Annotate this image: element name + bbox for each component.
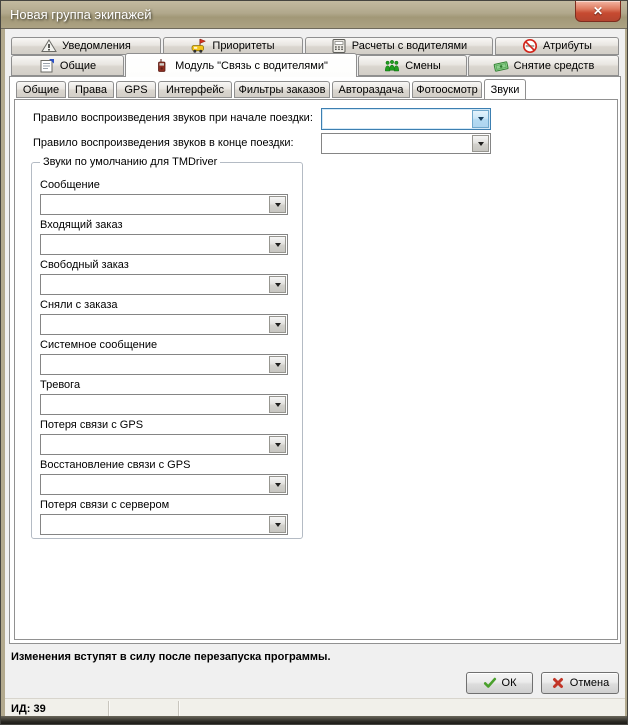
ok-button-label: ОК — [501, 677, 517, 689]
combo-dropdown-button[interactable] — [269, 276, 286, 293]
combo-dropdown-button[interactable] — [269, 356, 286, 373]
tab-driver-link-module[interactable] — [125, 53, 357, 77]
combo-dropdown-button[interactable] — [269, 476, 286, 493]
combo-value — [41, 315, 268, 334]
combo-trip-start-sound-rule[interactable] — [321, 108, 491, 130]
default-sounds-legend: Звуки по умолчанию для TMDriver — [40, 156, 220, 168]
module-tab-page — [9, 76, 621, 644]
window-title: Новая группа экипажей — [10, 7, 152, 22]
status-bar — [5, 698, 625, 718]
tab-label: Уведомления — [62, 40, 131, 52]
combo-value — [322, 134, 471, 153]
trip-start-sound-rule-label: Правило воспроизведения звуков при начале поездки: — [33, 112, 313, 124]
tab-label: GPS — [124, 83, 148, 96]
tab-label: Общие — [59, 59, 97, 72]
tab-label: Звуки — [490, 83, 520, 96]
tab-general[interactable] — [11, 55, 124, 76]
combo-dropdown-button[interactable] — [269, 196, 286, 213]
tab-inner-interface[interactable] — [158, 81, 232, 98]
chevron-down-icon — [275, 443, 281, 447]
combo-sound-gps-loss[interactable] — [40, 434, 288, 455]
tab-inner-general[interactable] — [16, 81, 66, 98]
tab-label: Фильтры заказов — [238, 83, 326, 96]
combo-value — [41, 195, 268, 214]
trip-end-sound-rule-label: Правило воспроизведения звуков в конце поездки: — [33, 137, 294, 149]
tab-label: Модуль "Связь с водителями" — [175, 59, 328, 72]
tab-label: Права — [75, 83, 107, 96]
close-icon: ✕ — [592, 4, 604, 18]
combo-sound-message[interactable] — [40, 194, 288, 215]
status-panel-divider — [178, 701, 179, 716]
combo-value — [41, 475, 268, 494]
sound-removed-from-order-label: Сняли с заказа — [40, 299, 118, 311]
combo-value — [41, 355, 268, 374]
people-icon — [384, 58, 400, 74]
combo-sound-gps-restore[interactable] — [40, 474, 288, 495]
sound-system-message-label: Системное сообщение — [40, 339, 158, 351]
sound-free-order-label: Свободный заказ — [40, 259, 129, 271]
combo-dropdown-button[interactable] — [472, 110, 489, 128]
combo-dropdown-button[interactable] — [269, 316, 286, 333]
combo-dropdown-button[interactable] — [472, 135, 489, 152]
chevron-down-icon — [275, 323, 281, 327]
combo-value — [41, 515, 268, 534]
chevron-down-icon — [478, 117, 484, 121]
tab-label: Интерфейс — [166, 83, 224, 96]
combo-dropdown-button[interactable] — [269, 236, 286, 253]
combo-value — [41, 435, 268, 454]
tab-withdrawal[interactable] — [468, 55, 619, 76]
combo-sound-server-loss[interactable] — [40, 514, 288, 535]
tab-label: Снятие средств — [513, 59, 595, 72]
sound-gps-loss-label: Потеря связи с GPS — [40, 419, 144, 431]
tab-label: Смены — [405, 59, 441, 72]
combo-trip-end-sound-rule[interactable] — [321, 133, 491, 154]
status-id: ИД: 39 — [11, 703, 46, 715]
tab-label: Общие — [22, 83, 60, 96]
tab-attributes[interactable] — [495, 37, 619, 55]
combo-dropdown-button[interactable] — [269, 516, 286, 533]
tab-shifts[interactable] — [358, 55, 467, 76]
tab-label: Фотоосмотр — [416, 83, 478, 96]
combo-dropdown-button[interactable] — [269, 436, 286, 453]
sound-server-loss-label: Потеря связи с сервером — [40, 499, 170, 511]
tab-inner-gps[interactable] — [116, 81, 156, 98]
combo-sound-free-order[interactable] — [40, 274, 288, 295]
dialog-client-area — [5, 29, 625, 718]
combo-value — [41, 395, 268, 414]
chevron-down-icon — [478, 142, 484, 146]
chevron-down-icon — [275, 403, 281, 407]
title-bar[interactable] — [1, 1, 627, 29]
close-button[interactable] — [575, 1, 621, 22]
default-sounds-group — [31, 156, 303, 539]
combo-sound-alarm[interactable] — [40, 394, 288, 415]
tab-inner-sounds[interactable] — [484, 79, 526, 99]
status-panel-divider — [108, 701, 109, 716]
tab-label: Расчеты с водителями — [351, 40, 468, 52]
combo-dropdown-button[interactable] — [269, 396, 286, 413]
radio-icon — [154, 58, 170, 74]
restart-note: Изменения вступят в силу после перезапуска программы. — [11, 651, 331, 663]
cancel-button[interactable] — [541, 672, 619, 694]
combo-value — [41, 275, 268, 294]
ok-button[interactable] — [466, 672, 533, 694]
sounds-tab-page — [14, 99, 618, 640]
tab-label: Атрибуты — [543, 40, 592, 52]
tab-inner-photo-inspection[interactable] — [412, 81, 482, 98]
warning-icon — [41, 38, 57, 54]
banknote-icon — [493, 58, 509, 74]
form-icon — [39, 58, 55, 74]
combo-value — [41, 235, 268, 254]
tab-label: Автораздача — [338, 83, 404, 96]
no-smoking-icon — [522, 38, 538, 54]
chevron-down-icon — [275, 363, 281, 367]
cross-icon — [551, 676, 565, 690]
chevron-down-icon — [275, 243, 281, 247]
combo-sound-removed-from-order[interactable] — [40, 314, 288, 335]
calculator-icon — [331, 38, 347, 54]
combo-sound-system-message[interactable] — [40, 354, 288, 375]
tab-inner-order-filters[interactable] — [234, 81, 330, 98]
sound-message-label: Сообщение — [40, 179, 100, 191]
window-frame-bottom — [1, 716, 627, 724]
taxi-flag-icon — [191, 38, 207, 54]
combo-sound-incoming-order[interactable] — [40, 234, 288, 255]
combo-value — [322, 109, 471, 129]
tab-inner-rights[interactable] — [68, 81, 114, 98]
sound-alarm-label: Тревога — [40, 379, 81, 391]
chevron-down-icon — [275, 203, 281, 207]
cancel-button-label: Отмена — [569, 677, 610, 689]
chevron-down-icon — [275, 283, 281, 287]
sound-gps-restore-label: Восстановление связи с GPS — [40, 459, 191, 471]
tab-inner-autodispatch[interactable] — [332, 81, 410, 98]
sound-incoming-order-label: Входящий заказ — [40, 219, 123, 231]
check-icon — [483, 676, 497, 690]
chevron-down-icon — [275, 483, 281, 487]
tab-label: Приоритеты — [212, 40, 275, 52]
chevron-down-icon — [275, 523, 281, 527]
